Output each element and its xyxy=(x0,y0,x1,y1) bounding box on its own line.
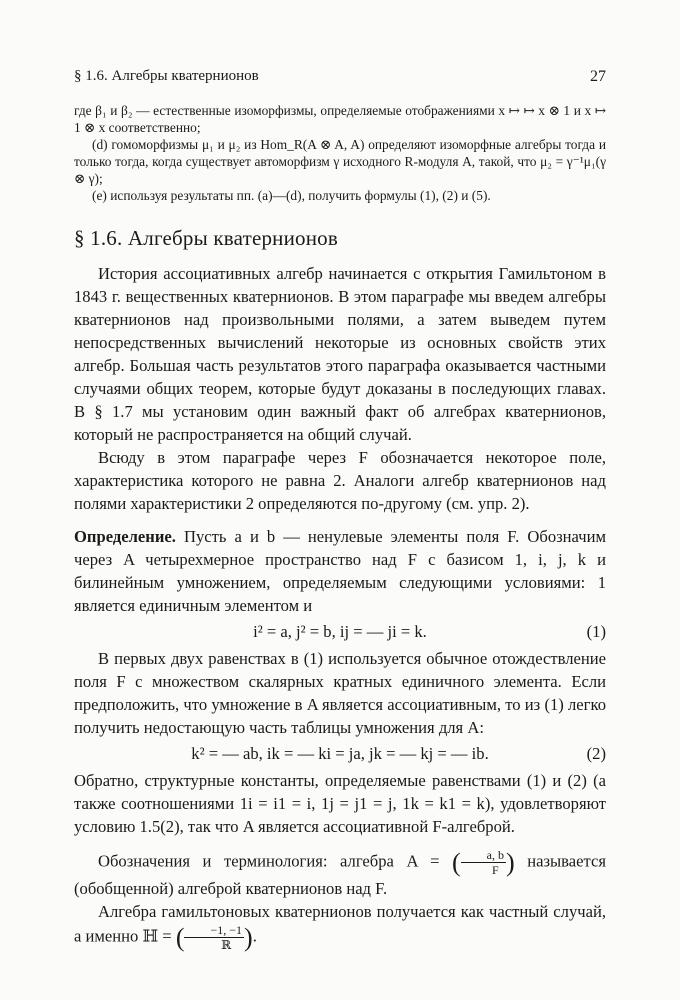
definition-text: Пусть a и b — ненулевые элементы поля F. Обозначим через A четырехмерное пространство над F с базисом 1, i, j, k и билинейным умножением, определяемым следующими условиями: 1 является единичным элементом и xyxy=(74,527,606,615)
exercise-continuation xyxy=(74,102,606,204)
paragraph-intro: История ассоциативных алгебр начинается с открытия Гамильтоном в 1843 г. вещественных кватернионов. В этом параграфе мы введем алгебры кватернионов над произвольными полями, а затем выведем путем непосредственных вычислений некоторые из основных свойств этих алгебр. Большая часть результатов этого параграфа оказывается частными случаями общих теорем, которые будут доказаны в последующих главах. В § 1.7 мы установим один важный факт об алгебрах кватернионов, который не распространяется на общий случай. xyxy=(74,264,606,444)
equation-1-number: (1) xyxy=(586,622,606,641)
quaternion-symbol-fraction: $\frac{a, b}{F}$ xyxy=(461,848,506,877)
equation-2-number: (2) xyxy=(586,744,606,763)
paragraph-field: Всюду в этом параграфе через F обозначается некоторое поле, характеристика которого не равна 2. Аналоги алгебр кватернионов над полями характеристики 2 определяются по-другому (см. упр. 2). xyxy=(74,448,606,513)
equation-2 xyxy=(74,739,606,769)
paragraph-converse: Обратно, структурные константы, определяемые равенствами (1) и (2) (а также соотношениями 1i = i1 = i, 1j = j1 = j, 1k = k1 = k), удовлетворяют условию 1.5(2), так что A является ассоциативной F-алгеброй. xyxy=(74,771,606,836)
running-header xyxy=(74,68,606,90)
definition-label: Определение. xyxy=(74,527,176,546)
definition xyxy=(74,525,606,617)
section-heading: § 1.6. Алгебры кватернионов xyxy=(74,226,338,250)
equation-2-expression: k² = — ab, ik = — ki = ja, jk = — kj = — ib. xyxy=(191,744,489,763)
exercise-line: где β₁ и β₂ — естественные изоморфизмы, определяемые отображениями x ↦ ↦ x ⊗ 1 и x ↦ 1 ⊗ x соответственно; xyxy=(74,103,606,135)
equation-1-expression: i² = a, j² = b, ij = — ji = k. xyxy=(253,622,427,641)
running-title: § 1.6. Алгебры кватернионов xyxy=(74,68,259,84)
equation-1 xyxy=(74,617,606,647)
exercise-item-d: (d) гомоморфизмы μ₁ и μ₂ из Hom_R(A ⊗ A, A) определяют изоморфные алгебры тогда и только тогда, когда существует автоморфизм γ исходного R-модуля A, такой, что μ₂ = γ⁻¹μ₁(γ ⊗ γ); xyxy=(74,137,606,186)
hamilton-symbol-fraction: $\frac{-1, -1}{\text{ℝ}}$ xyxy=(184,923,244,952)
paragraph-identification: В первых двух равенствах в (1) используется обычное отождествление поля F с множеством скалярных кратных единичного элемента. Если предположить, что умножение в A является ассоциативным, то из (1) легко получить недостающую часть таблицы умножения для A: xyxy=(74,649,606,737)
section-body xyxy=(74,262,606,952)
paragraph-notation: Обозначения и терминология: алгебра A = ( $\frac{a, b}{F}$ ) называется (обобщенной) алгеброй кватернионов над F. xyxy=(74,848,606,898)
exercise-item-e: (e) используя результаты пп. (a)—(d), получить формулы (1), (2) и (5). xyxy=(92,188,491,203)
page-number: 27 xyxy=(590,68,606,85)
paragraph-hamilton: Алгебра гамильтоновых кватернионов получается как частный случай, а именно ℍ = ( $\frac{-1, -1}{\text{ℝ}}$ ). xyxy=(74,902,606,952)
